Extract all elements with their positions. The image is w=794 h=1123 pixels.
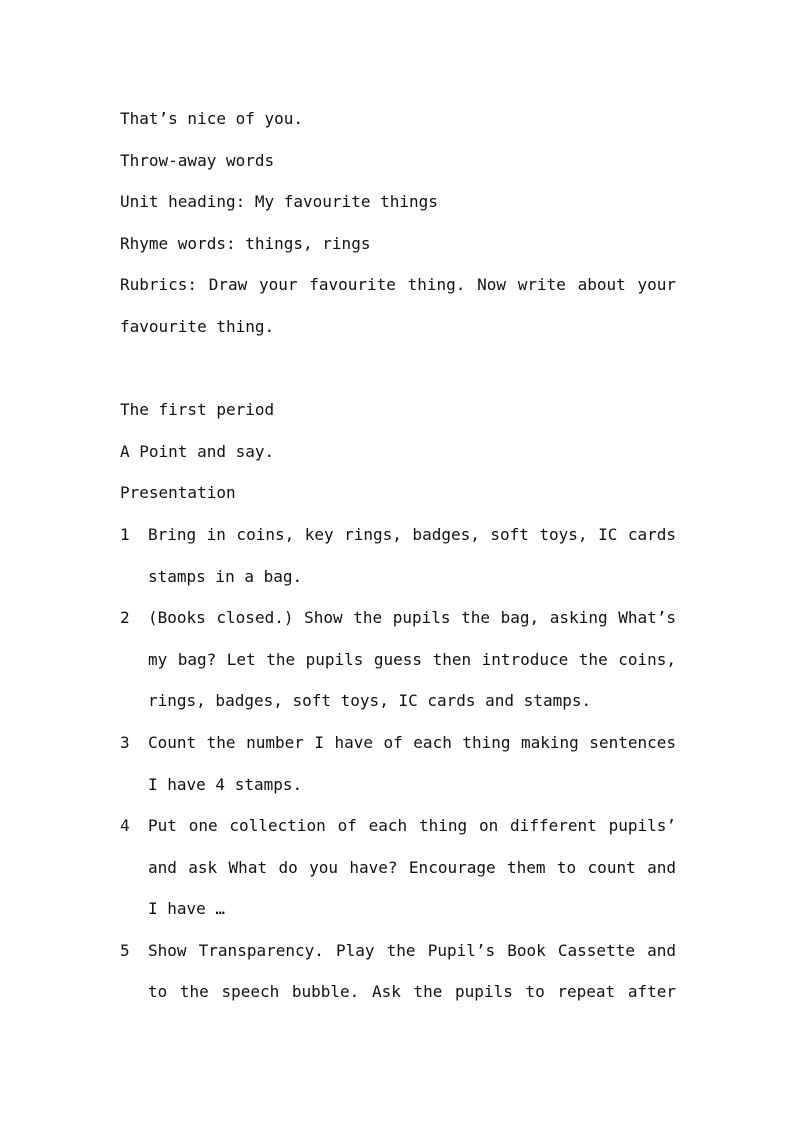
blank-line — [120, 348, 676, 390]
text-line: Unit heading: My favourite things — [120, 192, 438, 212]
list-item-line: Bring in coins, key rings, badges, soft toys, IC cards — [148, 524, 676, 544]
text-line: Rhyme words: things, rings — [120, 233, 371, 253]
list-item-line: Put one collection of each thing on different pupils’ — [148, 816, 676, 836]
text-line: Throw-away words — [120, 150, 275, 170]
rubrics-line: Rubrics: Draw your favourite thing. Now write about your — [120, 275, 676, 295]
presentation-heading: Presentation — [120, 483, 236, 503]
list-item-text — [148, 722, 676, 805]
list-item — [120, 597, 676, 722]
list-item-line: and ask What do you have? Encourage them to count and — [148, 857, 676, 877]
list-item-line: to the speech bubble. Ask the pupils to repeat after — [148, 982, 676, 1002]
rubrics-line: favourite thing. — [120, 316, 275, 336]
list-item-text — [148, 597, 676, 722]
list-item-text — [148, 805, 676, 930]
list-item — [120, 930, 676, 1013]
list-item-number: 5 — [120, 940, 130, 960]
text-line: That’s nice of you. — [120, 109, 304, 128]
list-item-line: rings, badges, soft toys, IC cards and stamps. — [148, 691, 592, 711]
list-item-number: 4 — [120, 816, 130, 836]
list-item — [120, 514, 676, 597]
list-item-line: I have 4 stamps. — [148, 774, 303, 794]
list-item-number: 3 — [120, 732, 130, 752]
list-item-line: I have … — [148, 899, 226, 919]
list-item-line: my bag? Let the pupils guess then introduce the coins, — [148, 649, 676, 669]
list-item — [120, 805, 676, 930]
list-item-number: 2 — [120, 608, 130, 628]
list-item-line: Show Transparency. Play the Pupil’s Book Cassette and — [148, 940, 676, 960]
list-item-line: Count the number I have of each thing making sentences — [148, 732, 676, 752]
list-item-line: stamps in a bag. — [148, 566, 303, 586]
document-page — [120, 98, 676, 1013]
list-item-text — [148, 930, 676, 1013]
section-heading: A Point and say. — [120, 441, 275, 461]
list-item — [120, 722, 676, 805]
period-title: The first period — [120, 400, 275, 420]
list-item-text — [148, 514, 676, 597]
list-item-number: 1 — [120, 524, 130, 544]
list-item-line: (Books closed.) Show the pupils the bag, asking What’s — [148, 608, 676, 628]
